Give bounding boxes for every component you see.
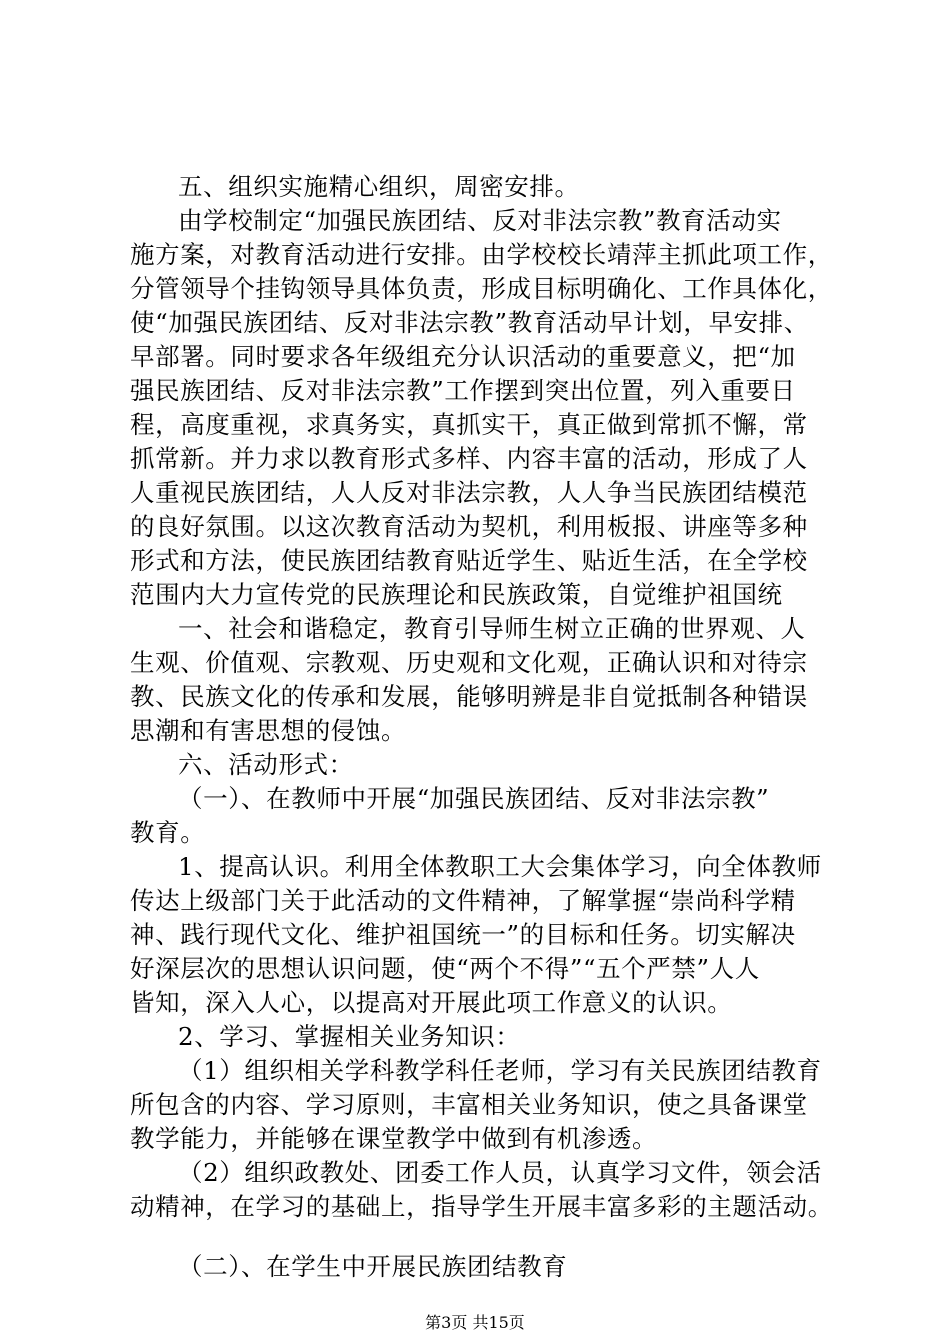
text-line: 教、民族文化的传承和发展，能够明辨是非自觉抵制各种错误 [130, 682, 808, 711]
text-line: 神、践行现代文化、维护祖国统一”的目标和任务。切实解决 [130, 920, 796, 949]
text-line: 的良好氛围。以这次教育活动为契机，利用板报、讲座等多种 [130, 512, 808, 541]
text-line: 分管领导个挂钩领导具体负责，形成目标明确化、工作具体化， [130, 274, 833, 303]
text-line: 2、学习、掌握相关业务知识： [178, 1022, 521, 1051]
text-line: 生观、价值观、宗教观、历史观和文化观，正确认识和对待宗 [130, 648, 808, 677]
text-line: （1）组织相关学科教学科任老师，学习有关民族团结教育 [178, 1056, 822, 1085]
text-line: 强民族团结、反对非法宗教”工作摆到突出位置，列入重要日 [130, 376, 796, 405]
text-line: 所包含的内容、学习原则，丰富相关业务知识，使之具备课堂 [130, 1090, 808, 1119]
text-line: 程，高度重视，求真务实，真抓实干，真正做到常抓不懈，常 [130, 410, 808, 439]
text-line: （一）、在教师中开展“加强民族团结、反对非法宗教” [178, 784, 770, 813]
text-line: （2）组织政教处、团委工作人员，认真学习文件，领会活 [178, 1158, 822, 1187]
text-line: 一、社会和谐稳定，教育引导师生树立正确的世界观、人 [178, 614, 806, 643]
text-line: 教育。 [130, 818, 206, 847]
text-line: 五、组织实施精心组织，周密安排。 [178, 172, 580, 201]
text-line: 六、活动形式： [178, 750, 354, 779]
text-line: 思潮和有害思想的侵蚀。 [130, 716, 407, 745]
text-line: 好深层次的思想认识问题，使“两个不得”“五个严禁”人人 [130, 954, 760, 983]
text-line: 动精神，在学习的基础上，指导学生开展丰富多彩的主题活动。 [130, 1192, 833, 1221]
text-line: 皆知，深入人心，以提高对开展此项工作意义的认识。 [130, 988, 733, 1017]
text-line: （二）、在学生中开展民族团结教育 [178, 1252, 568, 1281]
text-line: 由学校制定“加强民族团结、反对非法宗教”教育活动实 [178, 206, 782, 235]
text-line: 使“加强民族团结、反对非法宗教”教育活动早计划，早安排、 [130, 308, 809, 337]
text-line: 1、提高认识。利用全体教职工大会集体学习，向全体教师 [178, 852, 822, 881]
text-line: 传达上级部门关于此活动的文件精神，了解掌握“崇尚科学精 [130, 886, 796, 915]
text-line: 形式和方法，使民族团结教育贴近学生、贴近生活，在全学校 [130, 546, 808, 575]
page-footer: 第3页 共15页 [425, 1313, 525, 1332]
text-line: 教学能力，并能够在课堂教学中做到有机渗透。 [130, 1124, 658, 1153]
text-line: 抓常新。并力求以教育形式多样、内容丰富的活动，形成了人 [130, 444, 808, 473]
text-line: 施方案，对教育活动进行安排。由学校校长靖萍主抓此项工作， [130, 240, 833, 269]
text-line: 范围内大力宣传党的民族理论和民族政策，自觉维护祖国统 [130, 580, 783, 609]
text-line: 人重视民族团结，人人反对非法宗教，人人争当民族团结模范 [130, 478, 808, 507]
text-line: 早部署。同时要求各年级组充分认识活动的重要意义，把“加 [130, 342, 796, 371]
